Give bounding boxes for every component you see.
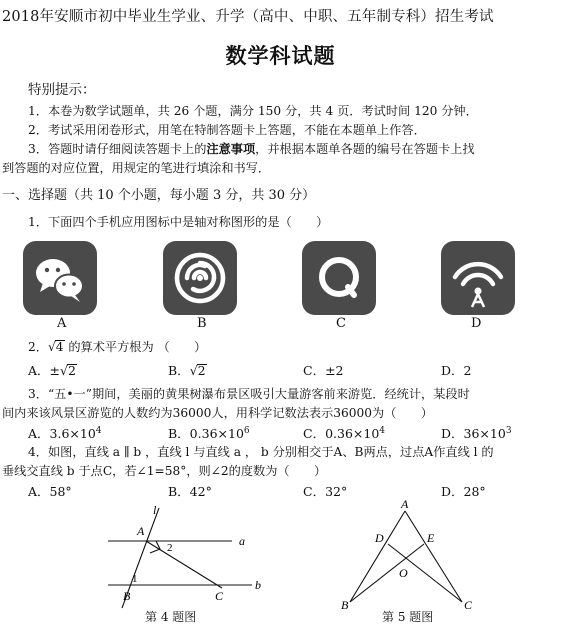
note-1: 1．本卷为数学试题单，共 26 个题，满分 150 分，共 4 页．考试时间 120 分钟．	[28, 104, 478, 118]
section-choice-title: 一、选择题（共 10 个小题，每小题 3 分，共 30 分）	[2, 188, 316, 203]
fig4-label-A: A	[137, 524, 145, 538]
q2-stem-rest: 的算术平方根为 （ ）	[64, 340, 207, 354]
fig5-label-B: B	[341, 598, 349, 612]
q3-option-d-base: D．36×10	[441, 426, 506, 441]
segment-eb	[350, 544, 424, 602]
fig5-label-O: O	[399, 566, 408, 580]
sqrt-symbol: √	[47, 340, 56, 354]
q1-stem: 1．下面四个手机应用图标中是轴对称图形的是（ ）	[28, 215, 329, 229]
page-title: 数学科试题	[225, 43, 336, 68]
note-3-emphasis: 注意事项	[206, 142, 256, 156]
sqrt-symbol: √	[189, 363, 198, 378]
q4-stem-line1: 4．如图，直线 a ∥ b ，直线 l 与直线 a ， b 分别相交于A、B两点，过点A作直线 l 的	[28, 445, 494, 459]
q2-option-a-pre: A．±	[28, 363, 61, 378]
note-3-part-a: 3．答题时请仔细阅读答题卡上的	[28, 142, 207, 156]
q2-stem-num: 2．	[28, 340, 48, 354]
q2-option-b-pre: B．	[168, 363, 190, 378]
q1-label-a: A	[57, 316, 67, 331]
q4-option-c: C．32°	[303, 484, 348, 499]
q3-option-b-base: B．0.36×10	[168, 426, 244, 441]
q2-option-b-radicand: 2	[197, 363, 206, 378]
sqrt-symbol: √	[60, 363, 68, 378]
q1-label-b: B	[197, 316, 207, 331]
fig5-label-E: E	[427, 531, 435, 545]
fig5-label-C: C	[464, 598, 473, 612]
q2-radicand: 4	[55, 340, 64, 354]
fig4-label-a: a	[239, 534, 245, 548]
q3-option-a-exp: 4	[95, 425, 102, 436]
q2-option-a-radicand: 2	[67, 363, 76, 378]
fig4-label-C: C	[215, 589, 224, 603]
side-ac	[405, 511, 462, 602]
note-3-part-c: ，并根据本题单各题的编号在答题卡上找	[255, 142, 475, 156]
fig4-label-1: 1	[132, 573, 138, 585]
q2-option-d: D．2	[441, 363, 472, 378]
q2-option-c: C．±2	[303, 363, 344, 378]
side-ab	[350, 511, 405, 602]
fig4-label-2: 2	[167, 542, 173, 554]
q3-option-b-exp: 6	[243, 425, 250, 436]
q3-stem-line1: 3．“五•一”期间，美丽的黄果树瀑布景区吸引大量游客前来游览．经统计，某段时	[28, 387, 470, 401]
q4-option-d: D．28°	[441, 484, 486, 499]
q3-stem-line2: 间内来该风景区游览的人数约为36000人，用科学记数法表示36000为（ ）	[2, 406, 433, 420]
q3-option-c-exp: 4	[379, 425, 386, 436]
fig4-label-l: l	[153, 503, 157, 517]
q4-option-b: B．42°	[168, 484, 212, 499]
q4-stem-line2: 垂线交直线 b 于点C，若∠1=58°，则∠2的度数为（ ）	[2, 464, 327, 478]
notes-heading: 特别提示：	[28, 82, 96, 98]
q1-label-d: D	[471, 316, 482, 331]
note-3-continued: 到答题的对应位置，用规定的笔进行填涂和书写．	[2, 161, 271, 175]
q4-option-a: A．58°	[28, 484, 72, 499]
exam-header: 2018年安顺市初中毕业生学业、升学（高中、中职、五年制专科）招生考试	[2, 9, 494, 25]
note-2: 2．考试采用闭卷形式，用笔在特制答题卡上答题，不能在本题单上作答．	[28, 123, 426, 137]
q3-option-a-base: A．3.6×10	[28, 426, 96, 441]
fig4-label-b: b	[255, 578, 261, 592]
q1-label-c: C	[336, 316, 346, 331]
fig5-label-D: D	[375, 531, 384, 545]
q3-option-d-exp: 3	[505, 425, 512, 436]
fig5-label-A: A	[401, 497, 409, 511]
q3-option-c-base: C．0.36×10	[303, 426, 380, 441]
fig5-caption: 第 5 题图	[382, 610, 434, 624]
fig4-caption: 第 4 题图	[145, 610, 197, 624]
fig4-label-B: B	[123, 589, 131, 603]
